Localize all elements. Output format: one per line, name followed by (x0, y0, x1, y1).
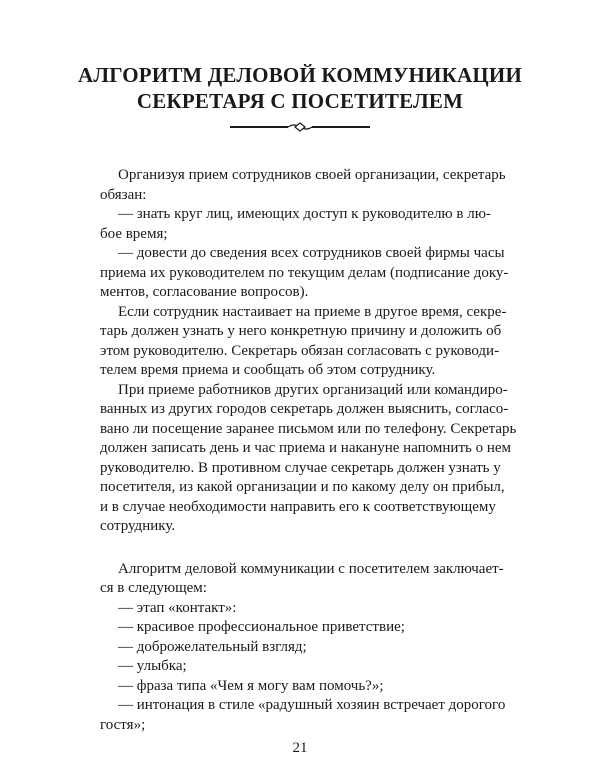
text-line: — улыбка; (118, 658, 187, 674)
text-line: гостя»; (100, 717, 146, 733)
text-line: — красивое профессиональное приветствие; (118, 619, 405, 635)
title-line-1: АЛГОРИТМ ДЕЛОВОЙ КОММУНИКАЦИИ (78, 63, 522, 87)
text-line: вано ли посещение заранее письмом или по телефону. Секретарь (100, 421, 517, 437)
text-line: — этап «контакт»: (118, 600, 237, 616)
text-line: — фраза типа «Чем я могу вам помочь?»; (118, 678, 384, 694)
text-line: должен записать день и час приема и накануне напомнить о нем (100, 440, 512, 456)
text-line: — довести до сведения всех сотрудников своей фирмы часы (118, 245, 505, 261)
diamond-flourish-divider-icon (228, 122, 372, 134)
text-line: Алгоритм деловой коммуникации с посетителем заключает- (118, 561, 504, 577)
text-line: и в случае необходимости направить его к соответствующему (100, 499, 496, 515)
text-line: телем время приема и сообщать об этом сотруднику. (100, 362, 436, 378)
text-line: Организуя прием сотрудников своей организации, секретарь (118, 167, 506, 183)
text-line: этом руководителю. Секретарь обязан согласовать с руководи- (100, 343, 500, 359)
text-line: — интонация в стиле «радушный хозяин встречает дорогого (118, 697, 506, 713)
text-line: ся в следующем: (100, 580, 207, 596)
text-line: приема их руководителем по текущим делам (подписание доку- (100, 265, 509, 281)
page-number: 21 (292, 740, 308, 756)
text-line: ментов, согласование вопросов). (100, 284, 309, 300)
text-line: руководителю. В противном случае секретарь должен узнать у (100, 460, 501, 476)
text-line: — доброжелательный взгляд; (118, 639, 307, 655)
title-line-2: СЕКРЕТАРЯ С ПОСЕТИТЕЛЕМ (136, 89, 464, 113)
text-line: бое время; (100, 226, 168, 242)
text-line: При приеме работников других организаций или командиро- (118, 382, 508, 398)
text-line: обязан: (100, 187, 147, 203)
text-line: тарь должен узнать у него конкретную причину и доложить об (100, 323, 502, 339)
text-line: Если сотрудник настаивает на приеме в другое время, секре- (118, 304, 507, 320)
text-line: — знать круг лиц, имеющих доступ к руководителю в лю- (118, 206, 491, 222)
text-line: посетителя, из какой организации и по какому делу он прибыл, (100, 479, 505, 495)
text-line: ванных из других городов секретарь должен выяснить, согласо- (100, 401, 509, 417)
text-line: сотруднику. (100, 518, 176, 534)
